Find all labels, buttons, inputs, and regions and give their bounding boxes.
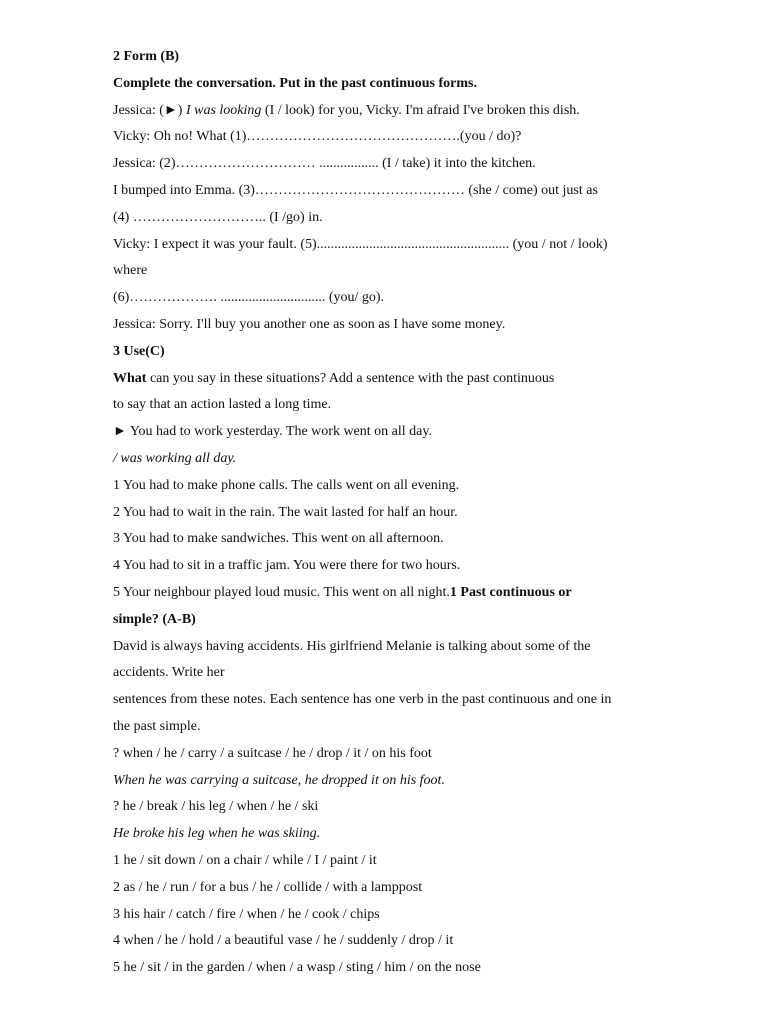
conversation-line-2: Vicky: Oh no! What (1)……………………………………….(you / do)? — [113, 129, 522, 145]
example-answer: I was looking — [185, 102, 262, 118]
section-3-heading: 3 Use(C) — [113, 343, 165, 359]
conversation-line-7: where — [113, 263, 148, 279]
section-2-heading: 2 Form (B) — [113, 49, 180, 64]
speaker-text: Jessica: (►) — [113, 102, 186, 118]
section-3-item-3: 3 You had to make sandwiches. This went on all afternoon. — [113, 531, 444, 547]
conversation-line-3: Jessica: (2)………………………… ................. (I / take) it into the kitchen. — [113, 156, 536, 172]
conversation-line-1 — [113, 98, 653, 125]
worksheet-content — [113, 44, 653, 982]
conversation-line-6: Vicky: I expect it was your fault. (5)....................................................... (you / not / look) — [113, 236, 608, 252]
section-1-example-1-prompt: ? when / he / carry / a suitcase / he / drop / it / on his foot — [113, 745, 432, 761]
section-1-example-2-prompt: ? he / break / his leg / when / he / ski — [113, 799, 319, 815]
conversation-line-4: I bumped into Emma. (3)……………………………………… (she / come) out just as — [113, 182, 598, 198]
section-1-item-4: 4 when / he / hold / a beautiful vase / he / suddenly / drop / it — [113, 933, 454, 949]
section-1-heading: 1 Past continuous or — [449, 584, 572, 600]
section-1-intro-line-2: accidents. Write her — [113, 665, 225, 681]
section-1-intro-line-4: the past simple. — [113, 718, 201, 734]
section-1-intro-line-3: sentences from these notes. Each sentence has one verb in the past continuous and one in — [113, 692, 612, 708]
section-2-instruction: Complete the conversation. Put in the past continuous forms. — [113, 75, 477, 91]
instruction-text: can you say in these situations? Add a sentence with the past continuous — [146, 370, 555, 386]
section-3-instruction — [113, 366, 653, 393]
section-3-item-1: 1 You had to make phone calls. The calls went on all evening. — [113, 477, 460, 493]
section-1-heading-continued: simple? (A-B) — [113, 611, 196, 627]
section-1-item-2: 2 as / he / run / for a bus / he / collide / with a lamppost — [113, 879, 423, 895]
section-1-example-2-answer: He broke his leg when he was skiing. — [113, 826, 321, 842]
section-1-item-5: 5 he / sit / in the garden / when / a wasp / sting / him / on the nose — [113, 960, 481, 976]
section-3-item-5 — [113, 580, 653, 607]
section-3-example: ► You had to work yesterday. The work went on all day. — [113, 424, 432, 440]
section-1-example-1-answer: When he was carrying a suitcase, he dropped it on his foot. — [113, 772, 445, 788]
instruction-bold-word: What — [113, 370, 147, 386]
section-1-item-1: 1 he / sit down / on a chair / while / I / paint / it — [113, 852, 377, 868]
section-1-item-3: 3 his hair / catch / fire / when / he / cook / chips — [113, 906, 380, 922]
section-3-instruction-line-2: to say that an action lasted a long time. — [113, 397, 332, 413]
section-3-example-answer: / was working all day. — [113, 450, 237, 466]
conversation-line-5: (4) ……………………….. (I /go) in. — [113, 209, 323, 225]
section-1-intro-line-1: David is always having accidents. His girlfriend Melanie is talking about some of the — [113, 638, 591, 654]
section-3-item-2: 2 You had to wait in the rain. The wait lasted for half an hour. — [113, 504, 458, 520]
conversation-line-9: Jessica: Sorry. I'll buy you another one as soon as I have some money. — [113, 316, 506, 332]
line-text: (I / look) for you, Vicky. I'm afraid I've broken this dish. — [261, 102, 580, 118]
conversation-line-8: (6)………………. .............................. (you/ go). — [113, 290, 385, 306]
section-3-item-4: 4 You had to sit in a traffic jam. You were there for two hours. — [113, 558, 461, 574]
item-text: 5 Your neighbour played loud music. This went on all night. — [113, 584, 450, 600]
